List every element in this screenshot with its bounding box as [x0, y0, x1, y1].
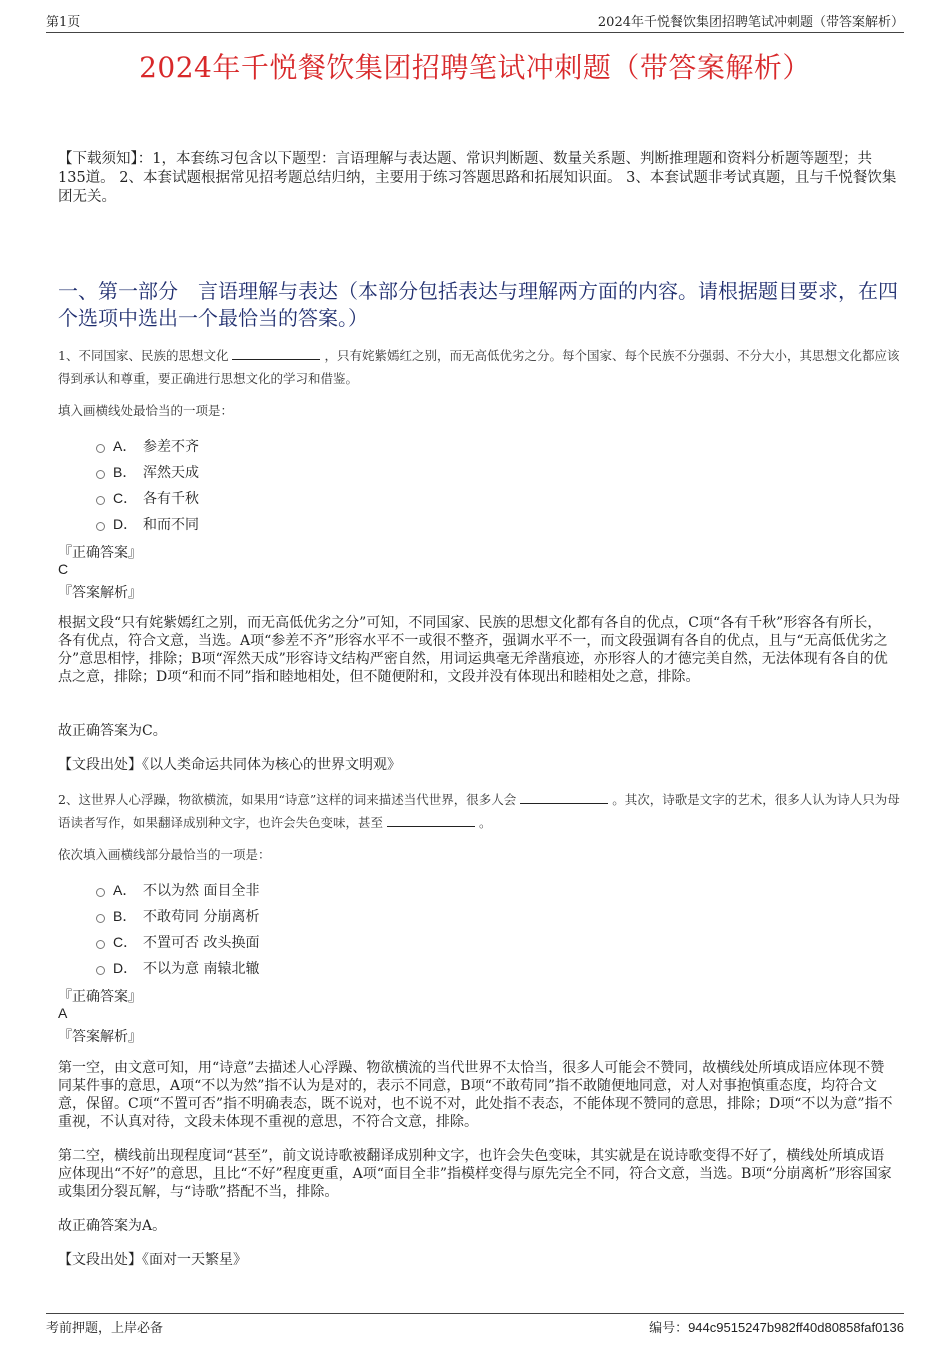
document-title: 2024年千悦餐饮集团招聘笔试冲刺题（带答案解析） — [139, 51, 811, 84]
question-1-stem-part-a: 1、不同国家、民族的思想文化 — [58, 348, 229, 363]
answer-blank — [387, 814, 475, 827]
question-1-option-b[interactable]: B． 浑然天成 — [96, 459, 199, 485]
question-1-prompt: 填入画横线处最恰当的一项是： — [58, 403, 234, 418]
question-2-conclusion: 故正确答案为A。 — [58, 1218, 167, 1234]
question-2-prompt: 依次填入画横线部分最恰当的一项是： — [58, 847, 271, 862]
page-footer — [46, 1313, 904, 1334]
answer-blank — [520, 791, 608, 804]
header-doc-title: 2024年千悦餐饮集团招聘笔试冲刺题（带答案解析） — [597, 15, 904, 30]
footer-serial: 编号：944c9515247b982ff40d80858faf0136 — [649, 1320, 904, 1335]
answer-blank — [232, 347, 320, 360]
question-2-analysis-2: 第二空，横线前出现程度词“甚至”，前文说诗歌被翻译成别种文字，也许会失色变味，其实就是在说诗歌变得不好了，横线处所填成语应体现出“不好”的意思，且比“不好”程度更重，A项“面目全非”指模样变得与原先完全不同，符合文意，当选。B项“分崩离析”形容国家或集团分裂瓦解，与“诗歌”搭配不当，排除。 — [58, 1148, 892, 1200]
section-title: 一、第一部分 言语理解与表达（本部分包括表达与理解两方面的内容。请根据题目要求，在四个选项中选出一个最恰当的答案。） — [58, 279, 898, 330]
question-1-stem — [58, 344, 903, 390]
question-2-option-a[interactable]: A． 不以为然 面目全非 — [96, 877, 259, 903]
question-1-option-c[interactable]: C． 各有千秋 — [96, 485, 199, 511]
question-2-answer: A — [58, 1005, 68, 1021]
radio-icon[interactable] — [96, 522, 105, 531]
radio-icon[interactable] — [96, 914, 105, 923]
question-2-option-b[interactable]: B． 不敢苟同 分崩离析 — [96, 903, 259, 929]
page-number: 第1页 — [46, 15, 81, 30]
radio-icon[interactable] — [96, 888, 105, 897]
question-1-answer-label: 『正确答案』 — [58, 545, 142, 561]
question-2-stem-part-b: 。其次，诗歌是文字的艺术，很多人认为诗人只为母语读者写作，如果翻译成别种文字，也许会失色变味，甚至 — [58, 792, 900, 830]
question-2-analysis-label: 『答案解析』 — [58, 1029, 142, 1045]
question-2-stem-part-c: 。 — [479, 815, 492, 830]
footer-slogan: 考前押题，上岸必备 — [46, 1321, 164, 1336]
question-2-option-c[interactable]: C． 不置可否 改头换面 — [96, 929, 259, 955]
question-1-stem-part-b: ，只有姹紫嫣红之别，而无高低优劣之分。每个国家、每个民族不分强弱、不分大小，其思想文化都应该得到承认和尊重，要正确进行思想文化的学习和借鉴。 — [58, 348, 900, 386]
download-notice: 【下载须知】：1，本套练习包含以下题型：言语理解与表达题、常识判断题、数量关系题、判断推理题和资料分析题等题型；共135道。 2、本套试题根据常见招考题总结归纳，主要用于练习答题思路和拓展知识面。 3、本套试题非考试真题，且与千悦餐饮集团无关。 — [58, 151, 897, 205]
radio-icon[interactable] — [96, 496, 105, 505]
question-1-options — [96, 433, 199, 537]
page-header — [46, 10, 904, 33]
question-2-source: 【文段出处】《面对一天繁星》 — [58, 1252, 247, 1268]
question-2-stem-part-a: 2、这世界人心浮躁，物欲横流，如果用“诗意”这样的词来描述当代世界，很多人会 — [58, 792, 517, 807]
question-2-options — [96, 877, 259, 981]
question-1-conclusion: 故正确答案为C。 — [58, 723, 167, 739]
radio-icon[interactable] — [96, 966, 105, 975]
question-2-stem — [58, 788, 903, 834]
question-1-option-d[interactable]: D． 和而不同 — [96, 511, 199, 537]
question-1-analysis: 根据文段“只有姹紫嫣红之别，而无高低优劣之分”可知，不同国家、民族的思想文化都有各自的优点，C项“各有千秋”形容各有所长，各有优点，符合文意，当选。A项“参差不齐”形容水平不一或很不整齐，强调水平不一，而文段强调有各自的优点，且与“无高低优劣之分”意思相悖，排除；B项“浑然天成”形容诗文结构严密自然，用词运典毫无斧凿痕迹，亦形容人的才德完美自然，无法体现有各自的优点之意，排除；D项“和而不同”指和睦地相处，但不随便附和，文段并没有体现出和睦相处之意，排除。 — [58, 615, 888, 685]
question-2-option-d[interactable]: D． 不以为意 南辕北辙 — [96, 955, 259, 981]
question-1-option-a[interactable]: A． 参差不齐 — [96, 433, 199, 459]
question-2-answer-label: 『正确答案』 — [58, 989, 142, 1005]
radio-icon[interactable] — [96, 940, 105, 949]
question-1-source: 【文段出处】《以人类命运共同体为核心的世界文明观》 — [58, 757, 401, 773]
question-2-analysis-1: 第一空，由文意可知，用“诗意”去描述人心浮躁、物欲横流的当代世界不太恰当，很多人可能会不赞同，故横线处所填成语应体现不赞同某件事的意思，A项“不以为然”指不认为是对的，表示不同意，B项“不敢苟同”指不敢随便地同意，对人对事抱慎重态度，均符合文意，保留。C项“不置可否”指不明确表态，既不说对，也不说不对，此处指不表态，不能体现不赞同的意思，排除；D项“不以为意”指不重视，不认真对待，文段未体现不重视的意思，不符合文意，排除。 — [58, 1060, 893, 1130]
question-1-analysis-label: 『答案解析』 — [58, 585, 142, 601]
radio-icon[interactable] — [96, 444, 105, 453]
radio-icon[interactable] — [96, 470, 105, 479]
question-1-answer: C — [58, 561, 69, 577]
